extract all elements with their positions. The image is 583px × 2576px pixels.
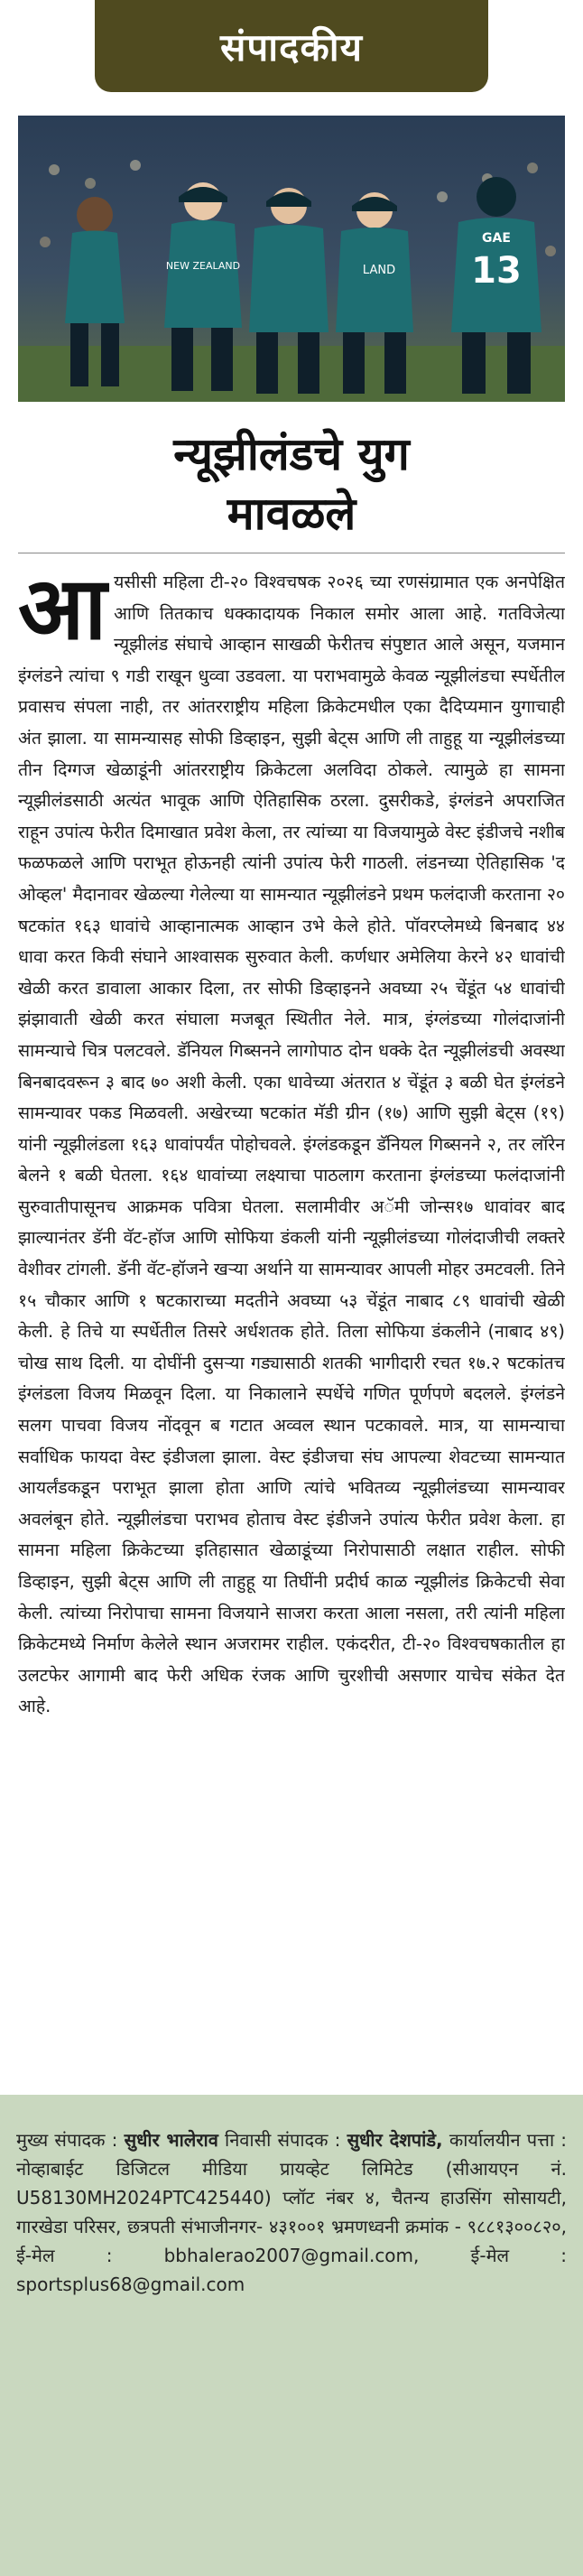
article-body <box>18 567 565 2066</box>
resident-editor-label: निवासी संपादक : <box>225 2129 341 2151</box>
imprint-footer <box>0 2095 583 2576</box>
office-address: कार्यालयीन पत्ता : नोव्हाबाईट डिजिटल मीडिया प्रायव्हेट लिमिटेड (सीआयएन नं. U58130MH2024PTC425440) प्लॉट नंबर ४, चैतन्य हाउसिंग सोसायटी, गारखेडा परिसर, छत्रपती संभाजीनगर- ४३१००१ <box>16 2129 568 2237</box>
jersey-text-new-zealand: NEW ZEALAND <box>165 260 241 272</box>
chief-editor-name: सुधीर भालेराव <box>124 2129 218 2151</box>
jersey-name: GAE <box>482 231 511 246</box>
headline <box>18 424 565 544</box>
jersey-number: 13 <box>471 250 522 292</box>
headline-line-2: मावळले <box>227 488 356 540</box>
cricket-players-illustration <box>18 116 565 402</box>
contact-info: भ्रमणध्वनी क्रमांक - ९८८१३००८२०, ई-मेल : bbhalerao2007@gmail.com, ई-मेल : sportsplus68@gmail.com <box>16 2216 567 2295</box>
headline-line-1: न्यूझीलंडचे युग <box>173 428 410 480</box>
jersey-text-land: LAND <box>362 264 396 277</box>
section-title: संपादकीय <box>220 24 363 70</box>
cricket-photo <box>18 116 565 402</box>
imprint-text <box>16 2125 567 2299</box>
chief-editor-label: मुख्य संपादक : <box>16 2129 118 2151</box>
section-header <box>95 0 488 92</box>
resident-editor-name: सुधीर देशपांडे, <box>347 2129 443 2151</box>
drop-cap: आ <box>18 567 107 659</box>
article-text: यसीसी महिला टी-२० विश्वचषक २०२६ च्या रणसंग्रामात एक अनपेक्षित आणि तितकाच धक्कादायक निकाल समोर आला आहे. गतविजेत्या न्यूझीलंड संघाचे आव्हान साखळी फेरीतच संपुष्टात आले असून, यजमान इंग्लंडने त्यांचा ९ गडी राखून धुव्वा उडवला. या पराभवामुळे केवळ न्यूझीलंडचा स्पर्धेतील प्रवासच संपला नाही, तर आंतरराष्ट्रीय महिला क्रिकेटमधील एका दैदिप्यमान युगाचाही अंत झाला. या सामन्यासह सोफी डिव्हाइन, सुझी बेट्स आणि ली ताहुहू या न्यूझीलंडच्या तीन दिग्गज खेळाडूंनी आंतरराष्ट्रीय क्रिकेटला अलविदा ठोकले. त्यामुळे हा सामना न्यूझीलंडसाठी अत्यंत भावूक आणि ऐतिहासिक ठरला. दुसरीकडे, इंग्लंडने अपराजित राहून उपांत्य फेरीत दिमाखात प्रवेश केला, तर त्यांच्या या विजयामुळे वेस्ट इंडीजचे नशीब फळफळले आणि पराभूत होऊनही त्यांनी उपांत्य फेरी गाठली. लंडनच्या ऐतिहासिक 'द ओव्हल' मैदानावर खेळल्या गेलेल्या या सामन्यात न्यूझीलंडने प्रथम फलंदाजी करताना २० षटकांत १६३ धावांचे आव्हानात्मक आव्हान उभे केले होते. पॉवरप्लेमध्ये बिनबाद ४४ धावा करत किवी संघाने आश्वासक सुरुवात केली. कर्णधार अमेलिया केरने ४२ धावांची खेळी करत डावाला आकार दिला, तर सोफी डिव्हाइनने अवघ्या २५ चेंडूंत ५४ धावांची झंझावाती खेळी करत संघाला मजबूत स्थितीत नेले. मात्र, इंग्लंडच्या गोलंदाजांनी सामन्याचे चित्र पलटवले. डॅनियल गिब्सनने लागोपाठ दोन धक्के देत न्यूझीलंडची अवस्था बिनबादवरून ३ बाद ७० अशी केली. एका धावेच्या अंतरात ४ चेंडूंत ३ बळी घेत इंग्लंडने सामन्यावर पकड मिळवली. अखेरच्या षटकांत मॅडी ग्रीन (१७) आणि सुझी बेट्स (१९) यांनी न्यूझीलंडला १६३ धावांपर्यंत पोहोचवले. इंग्लंडकडून डॅनियल गिब्सनने २, तर लॉरेन बेलने १ बळी घेतला. १६४ धावांच्या लक्ष्याचा पाठलाग करताना इंग्लंडच्या फलंदाजांनी सुरुवातीपासूनच आक्रमक पवित्रा घेतला. सलामीवीर अॅमी जोन्स१७ धावांवर बाद झाल्यानंतर डॅनी वॅट-हॉज आणि सोफिया डंकली यांनी न्यूझीलंडच्या गोलंदाजीची लक्तरे वेशीवर टांगली. डॅनी वॅट-हॉजने खऱ्या अर्थाने या सामन्यावर आपली मोहर उमटवली. तिने १५ चौकार आणि १ षटकाराच्या मदतीने अवघ्या ५३ चेंडूंत नाबाद ८९ धावांची खेळी केली. हे तिचे या स्पर्धेतील तिसरे अर्धशतक होते. तिला सोफिया डंकलीने (नाबाद ४९) चोख साथ दिली. या दोघींनी दुसऱ्या गड्यासाठी शतकी भागीदारी रचत १७.२ षटकांतच इंग्लंडला विजय मिळवून दिला. या निकालाने स्पर्धेचे गणित पूर्णपणे बदलले. इंग्लंडने सलग पाचवा विजय नोंदवून ब गटात अव्वल स्थान पटकावले. मात्र, या सामन्याचा सर्वाधिक फायदा वेस्ट इंडीजला झाला. वेस्ट इंडीजचा संघ आपल्या शेवटच्या सामन्यात आयर्लंडकडून पराभूत झाला होता आणि त्यांचे भवितव्य न्यूझीलंडच्या सामन्यावर अवलंबून होते. न्यूझीलंडचा पराभव होताच वेस्ट इंडीजने उपांत्य फेरीत प्रवेश केला. हा सामना महिला क्रिकेटच्या इतिहासात खेळाडूंच्या निरोपासाठी लक्षात राहील. सोफी डिव्हाइन, सुझी बेट्स आणि ली ताहुहू या तिघींनी प्रदीर्घ काळ न्यूझीलंड क्रिकेटची सेवा केली. त्यांच्या निरोपाचा सामना विजयाने साजरा करता आला नसला, तरी त्यांनी महिला क्रिकेटमध्ये निर्माण केलेले स्थान अजरामर राहील. एकंदरीत, टी-२० विश्वचषकातील हा उलटफेर आगामी बाद फेरी अधिक रंजक आणि चुरशीची असणार याचेच संकेत देत आहे. <box>18 572 565 1717</box>
